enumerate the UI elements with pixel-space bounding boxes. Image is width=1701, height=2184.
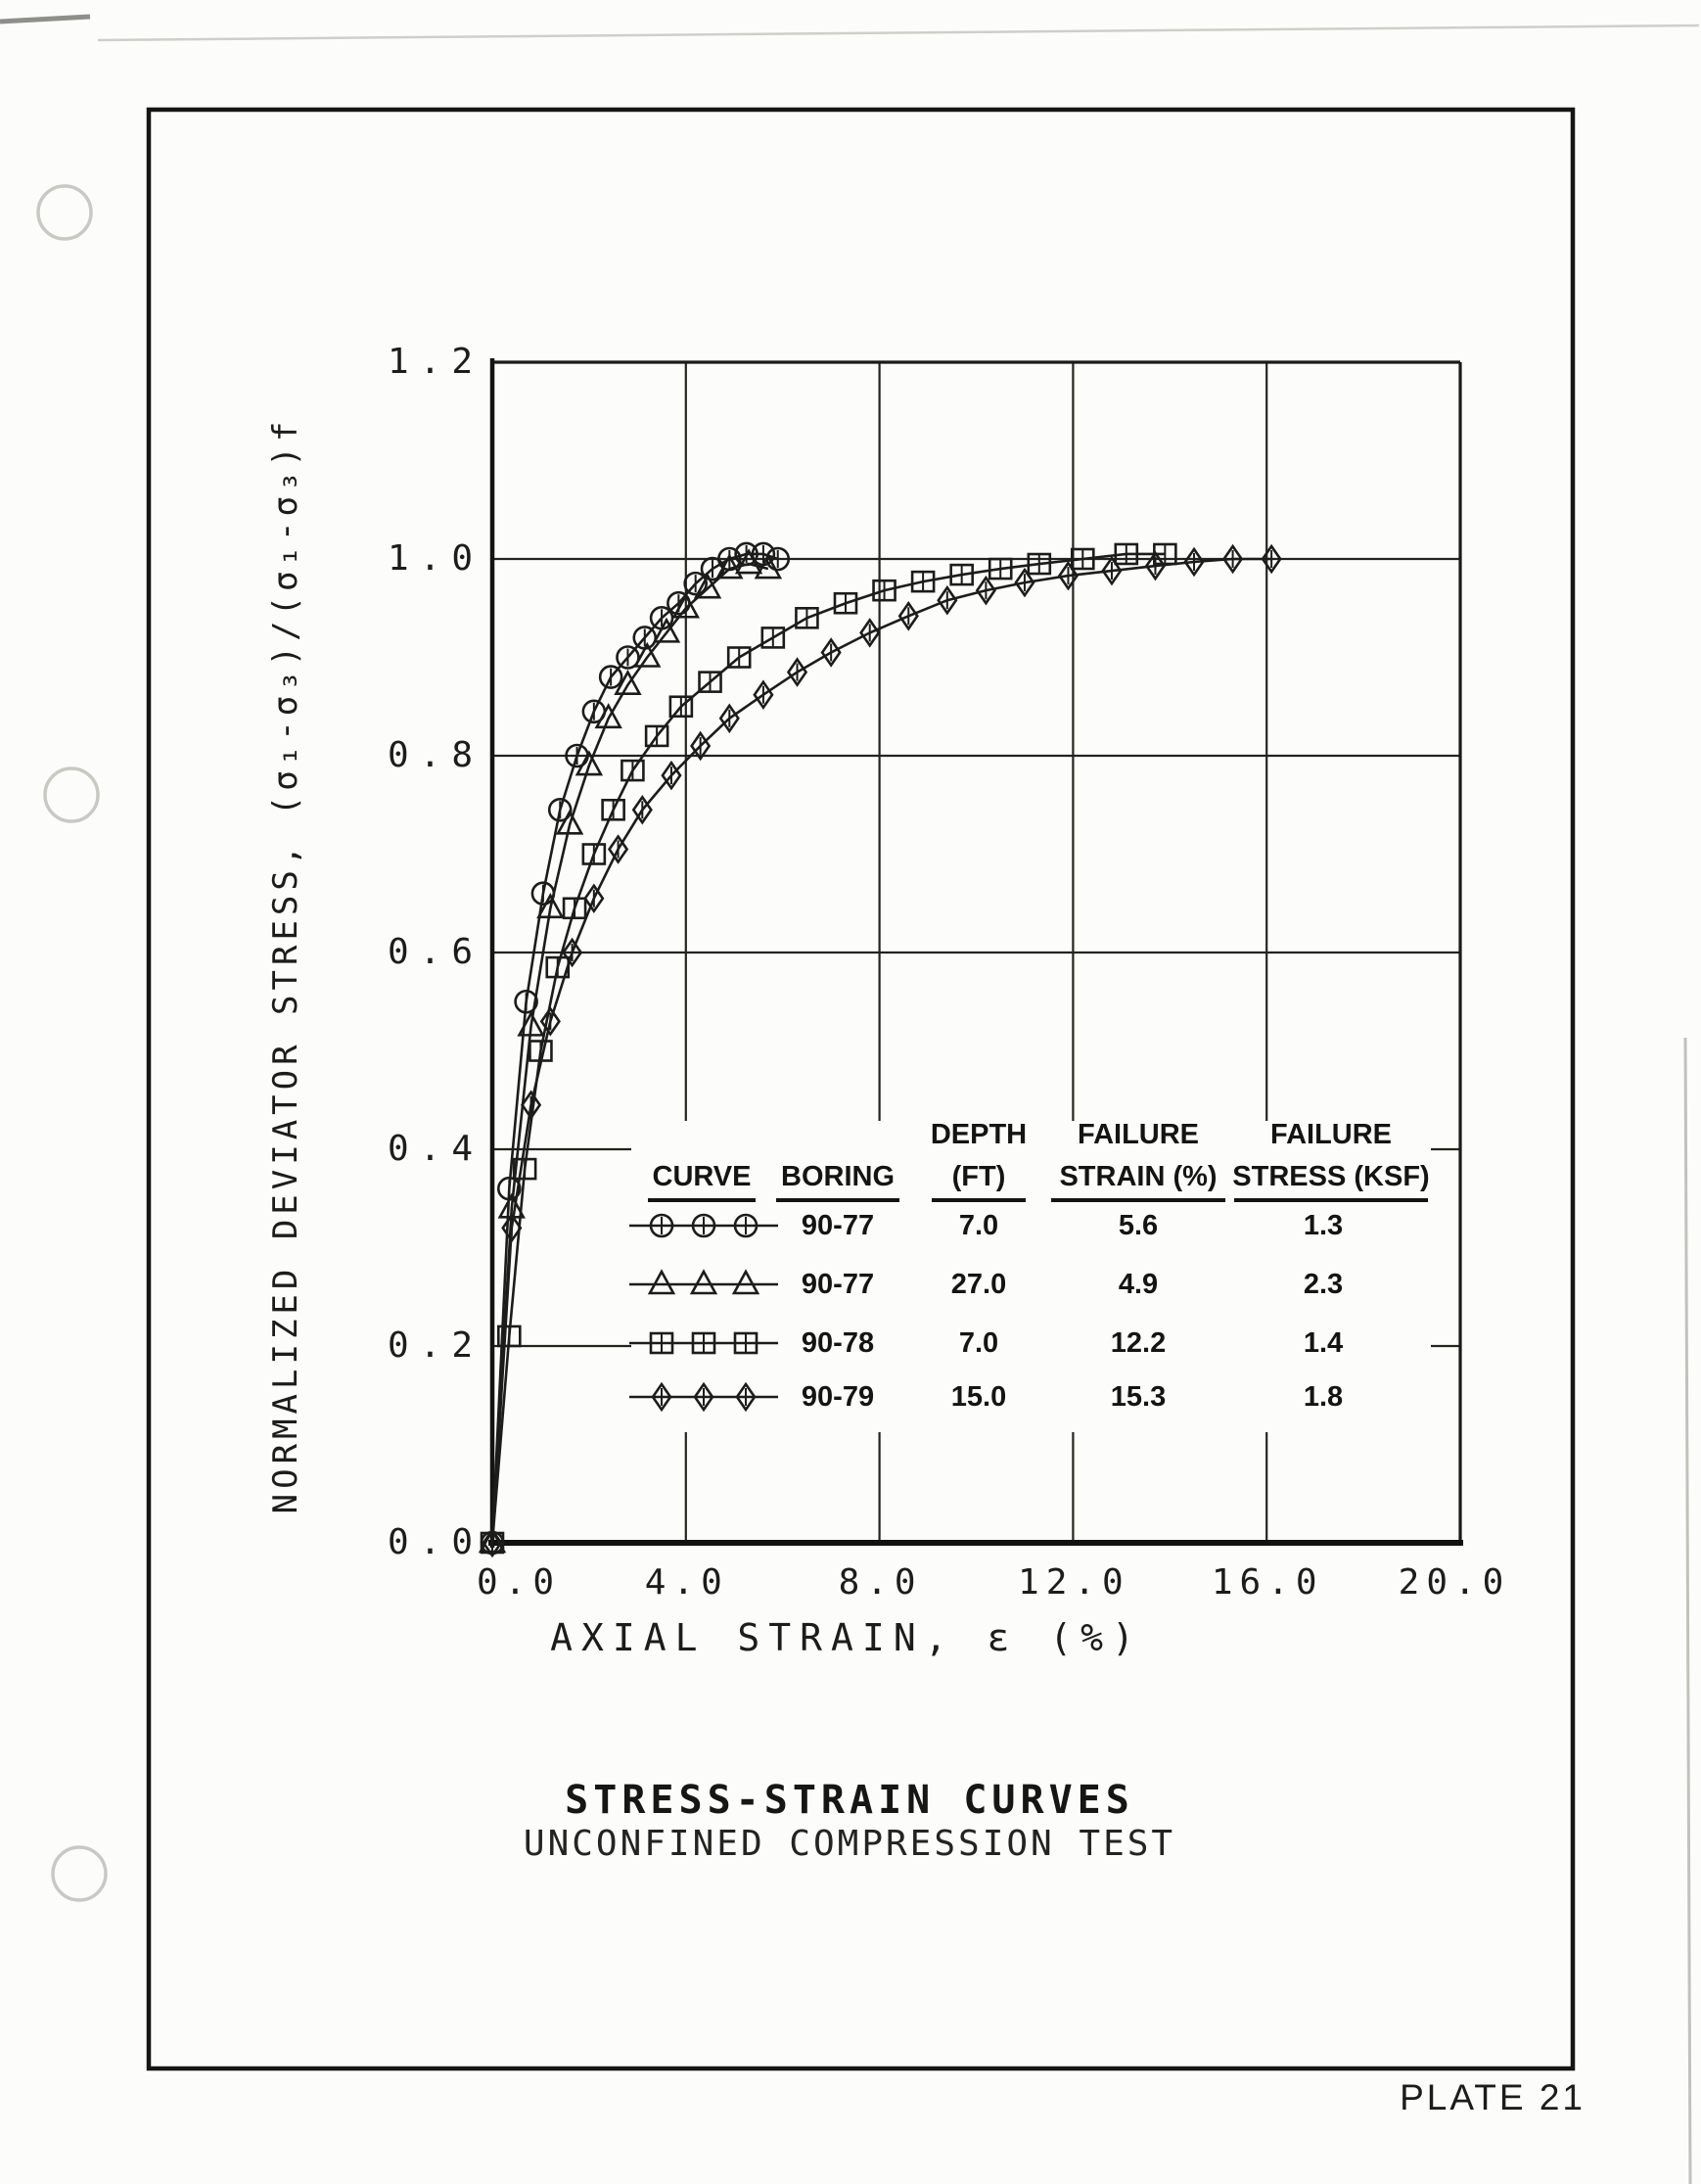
plate-number: PLATE 21 [1400, 2077, 1586, 2117]
legend-cell: 12.2 [1110, 1327, 1167, 1359]
x-tick-label: 20.0 [1398, 1562, 1511, 1603]
legend-header-underline [648, 1198, 756, 1202]
scan-artifact-top-line [98, 25, 1699, 40]
paper-edge-line [1685, 1038, 1690, 2184]
page-border [149, 110, 1573, 2068]
legend-cell: 1.8 [1303, 1381, 1344, 1413]
legend-header-underline [776, 1198, 899, 1202]
legend-header: CURVE [652, 1161, 752, 1192]
legend-cell: 15.0 [950, 1381, 1007, 1413]
legend-cell: 2.3 [1303, 1269, 1344, 1300]
y-tick-label: 1.2 [387, 342, 483, 382]
x-tick-label: 12.0 [1018, 1562, 1130, 1603]
legend-cell: 90-77 [801, 1210, 875, 1241]
y-tick-label: 0.4 [387, 1129, 483, 1169]
legend-cell: 27.0 [950, 1269, 1007, 1300]
legend-header-underline [1234, 1198, 1428, 1202]
legend-header: STRESS (KSF) [1232, 1161, 1430, 1192]
legend-header: BORING [781, 1161, 895, 1192]
legend-cell: 1.3 [1303, 1210, 1344, 1241]
legend-cell: 4.9 [1118, 1269, 1159, 1300]
x-tick-label: 16.0 [1211, 1562, 1324, 1603]
chart-title: STRESS-STRAIN CURVES [565, 1778, 1134, 1823]
legend-header: FAILURE [1269, 1119, 1393, 1150]
legend-header: STRAIN (%) [1059, 1161, 1218, 1192]
x-tick-label: 4.0 [644, 1562, 729, 1603]
x-axis-title: AXIAL STRAIN, ε (%) [550, 1616, 1143, 1659]
legend-cell: 90-77 [801, 1269, 875, 1300]
legend-header: (FT) [951, 1161, 1006, 1192]
legend-cell: 1.4 [1303, 1327, 1344, 1359]
legend-cell: 90-78 [801, 1327, 875, 1359]
y-tick-label: 0.0 [387, 1522, 483, 1562]
chart-subtitle: UNCONFINED COMPRESSION TEST [523, 1824, 1176, 1864]
y-tick-label: 0.2 [387, 1325, 483, 1366]
legend-header-underline [932, 1198, 1026, 1202]
hole-punch [45, 768, 98, 821]
hole-punch [38, 186, 91, 239]
hole-punch [53, 1847, 106, 1900]
legend-header: FAILURE [1077, 1119, 1200, 1150]
legend-cell: 5.6 [1118, 1210, 1159, 1241]
legend-cell: 7.0 [958, 1327, 999, 1359]
legend-cell: 90-79 [801, 1381, 875, 1413]
y-tick-label: 0.6 [387, 932, 483, 972]
x-tick-label: 0.0 [476, 1562, 562, 1603]
legend-cell: 15.3 [1110, 1381, 1167, 1413]
marker-triangle [650, 1272, 673, 1293]
legend-cell: 7.0 [958, 1210, 999, 1241]
legend-header: DEPTH [930, 1119, 1028, 1150]
y-axis-title: NORMALIZED DEVIATOR STRESS, (σ₁-σ₃)/(σ₁-σ₃)f [266, 416, 305, 1514]
y-tick-label: 1.0 [387, 538, 483, 579]
legend-header-underline [1051, 1198, 1225, 1202]
scan-artifact-top-left [0, 17, 90, 22]
y-tick-label: 0.8 [387, 735, 483, 775]
x-tick-label: 8.0 [838, 1562, 923, 1603]
